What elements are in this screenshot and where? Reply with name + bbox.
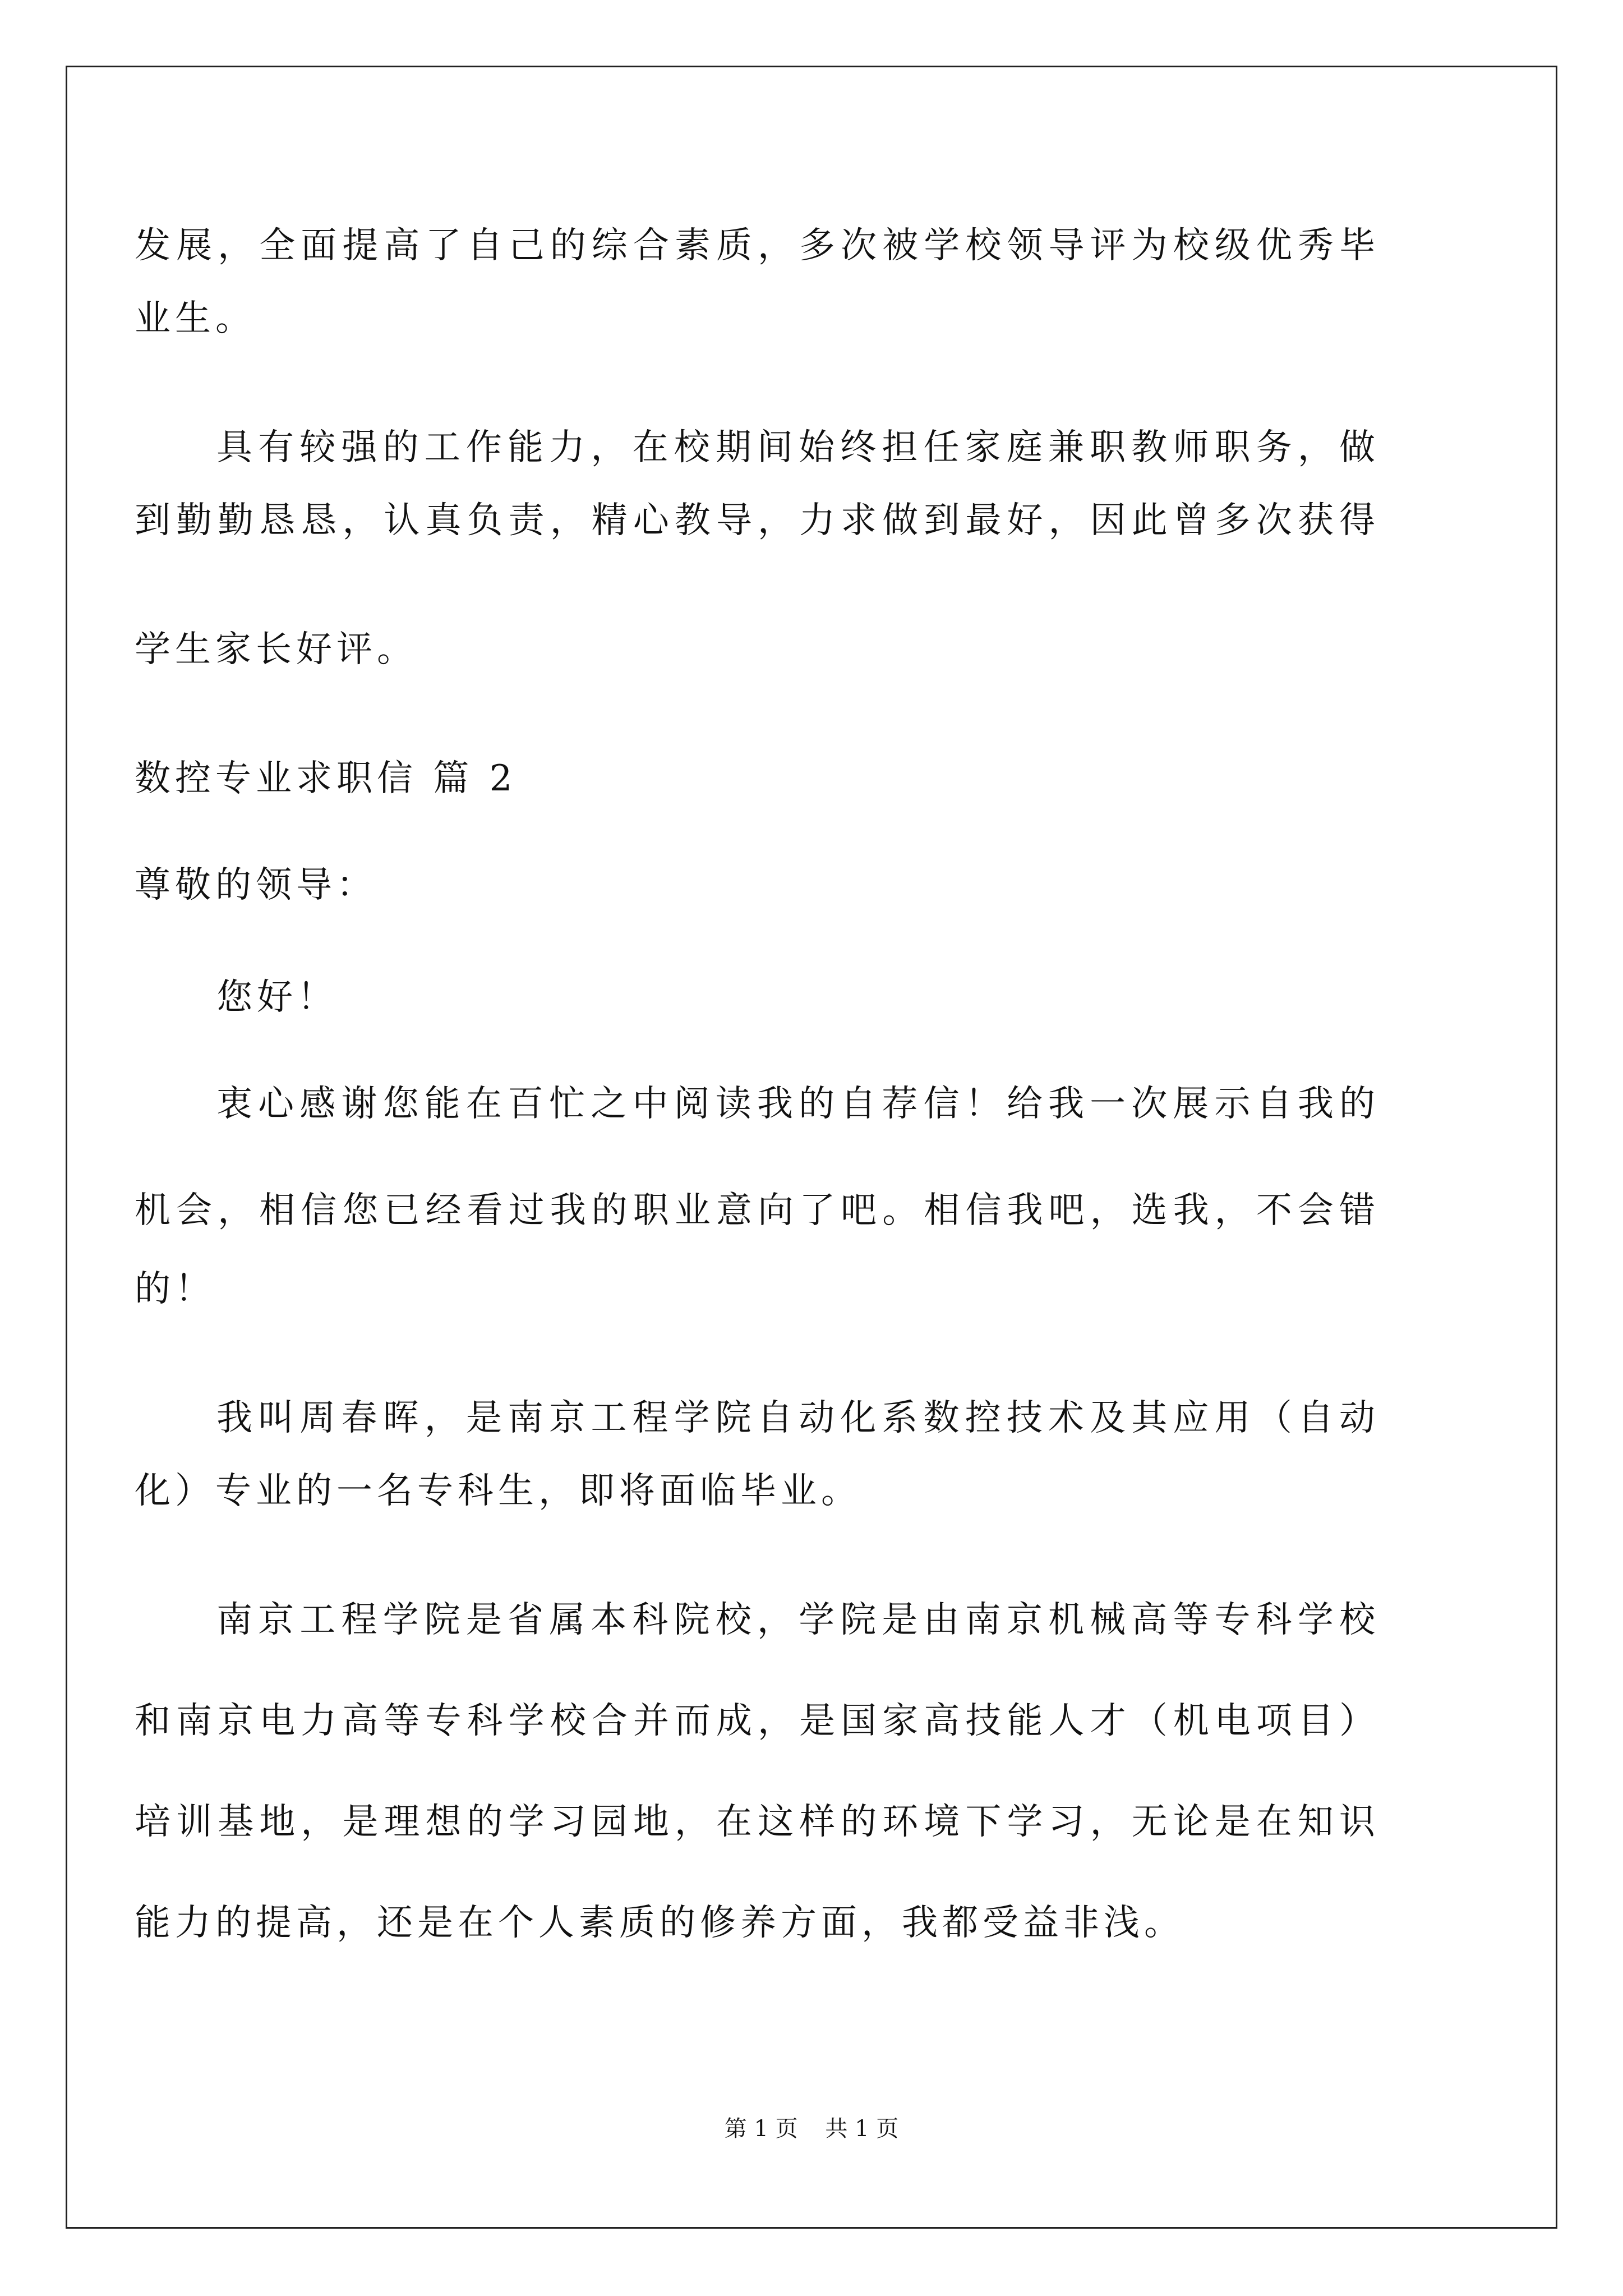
paragraph-line: 我叫周春晖，是南京工程学院自动化系数控技术及其应用（自动 xyxy=(216,1397,1380,1439)
paragraph-line: 您好！ xyxy=(216,977,338,1018)
paragraph-line: 机会，相信您已经看过我的职业意向了吧。相信我吧，选我，不会错 xyxy=(135,1190,1380,1231)
paragraph-line: 具有较强的工作能力，在校期间始终担任家庭兼职教师职务，做 xyxy=(216,427,1380,468)
page-number: 第 1 页 xyxy=(724,2116,798,2142)
paragraph-line: 培训基地，是理想的学习园地，在这样的环境下学习，无论是在知识 xyxy=(135,1801,1380,1843)
paragraph-line: 尊敬的领导： xyxy=(135,864,377,906)
paragraph-line: 南京工程学院是省属本科院校，学院是由南京机械高等专科学校 xyxy=(216,1599,1380,1641)
paragraph-line: 发展，全面提高了自己的综合素质，多次被学校领导评为校级优秀毕 xyxy=(135,225,1380,266)
paragraph-line: 的！ xyxy=(135,1268,215,1310)
page-footer xyxy=(0,2115,1623,2143)
paragraph-line: 衷心感谢您能在百忙之中阅读我的自荐信！给我一次展示自我的 xyxy=(216,1083,1380,1125)
paragraph-line: 和南京电力高等专科学校合并而成，是国家高技能人才（机电项目） xyxy=(135,1700,1380,1742)
paragraph-line: 能力的提高，还是在个人素质的修养方面，我都受益非浅。 xyxy=(135,1902,1184,1944)
paragraph-line: 数控专业求职信 篇 2 xyxy=(135,758,517,799)
paragraph-line: 到勤勤恳恳，认真负责，精心教导，力求做到最好，因此曾多次获得 xyxy=(135,500,1380,541)
page-total: 共 1 页 xyxy=(825,2116,899,2142)
paragraph-line: 化）专业的一名专科生，即将面临毕业。 xyxy=(135,1470,861,1512)
paragraph-line: 学生家长好评。 xyxy=(135,629,417,670)
paragraph-line: 业生。 xyxy=(135,298,256,339)
